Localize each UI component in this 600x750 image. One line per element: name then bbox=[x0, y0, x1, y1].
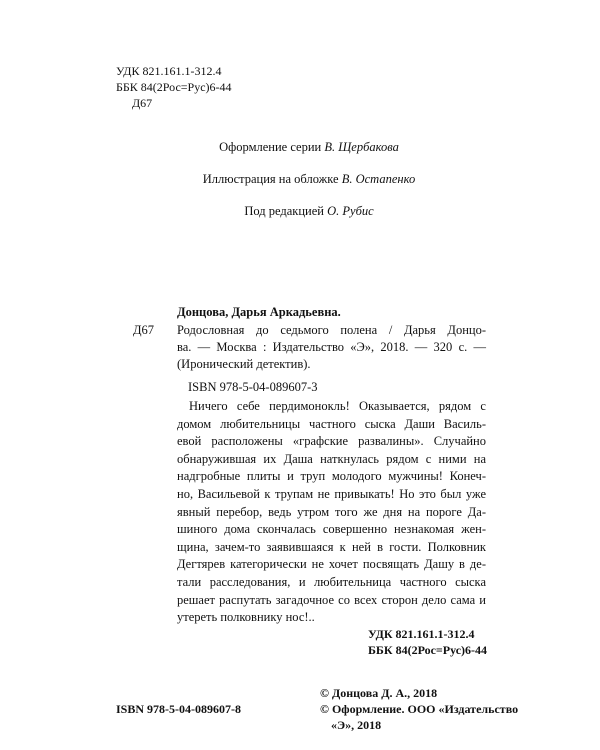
abstract-line: тали расследования, и любительница частного сыска bbox=[177, 574, 486, 589]
udk-code: УДК 821.161.1-312.4 bbox=[116, 64, 222, 78]
abstract-line: решает распутать загадочное со всех сторон дело сама и bbox=[177, 592, 486, 607]
abstract-line: утереть полковнику нос!.. bbox=[177, 610, 315, 625]
credit-name: В. Щербакова bbox=[324, 140, 399, 154]
catalog-isbn: ISBN 978-5-04-089607-3 bbox=[188, 380, 318, 394]
catalog-author-mark: Д67 bbox=[133, 323, 155, 337]
copyright-design: © Оформление. ООО «Издательство bbox=[320, 702, 519, 716]
catalog-description-line: (Иронический детектив). bbox=[177, 357, 311, 371]
abstract-line: домом любительницы частного сыска Даши Василь- bbox=[177, 416, 486, 431]
abstract-line: Дегтярев категорически не хочет посвящать Дашу в де- bbox=[177, 557, 486, 572]
abstract-line: но, Васильевой к трупам не привыкать! Но это был уже bbox=[177, 486, 486, 501]
credit-label: Под редакцией bbox=[244, 204, 324, 218]
abstract-line: Ничего себе пердимонокль! Оказывается, рядом с bbox=[189, 399, 486, 413]
credit-editor bbox=[0, 203, 600, 219]
bbk-code: ББК 84(2Рос=Рус)6-44 bbox=[116, 80, 232, 94]
catalog-description-line: ва. — Москва : Издательство «Э», 2018. — 320 с. — bbox=[177, 340, 486, 354]
author-mark: Д67 bbox=[132, 96, 153, 110]
isbn-bottom: ISBN 978-5-04-089607-8 bbox=[116, 702, 241, 716]
catalog-author: Донцова, Дарья Аркадьевна. bbox=[177, 305, 341, 319]
credit-label: Иллюстрация на обложке bbox=[202, 172, 339, 186]
copyright-design-cont: «Э», 2018 bbox=[331, 718, 382, 732]
abstract-line: щина, зачем-то заявившаяся к ней в гости. Полковник bbox=[177, 539, 486, 554]
copyright-author: © Донцова Д. А., 2018 bbox=[320, 686, 438, 700]
bottom-bbk-code: ББК 84(2Рос=Рус)6-44 bbox=[368, 643, 488, 657]
abstract-line: обнаружившая их Даша наткнулась рядом с ними на bbox=[177, 451, 486, 466]
credit-label: Оформление серии bbox=[219, 140, 322, 154]
abstract-line: евой расположены «графские развалины». Случайно bbox=[177, 434, 486, 449]
abstract-line: надгробные плиты и труп молодого мужчины! Конеч- bbox=[177, 469, 486, 484]
abstract-line: шиного дома скончалась совершенно незнакомая жен- bbox=[177, 522, 486, 537]
abstract-line: явный перебор, ведь утром того же дня на пороге Да- bbox=[177, 504, 486, 519]
bottom-udk-code: УДК 821.161.1-312.4 bbox=[368, 627, 475, 641]
abstract bbox=[177, 398, 486, 627]
credit-series-design bbox=[0, 139, 600, 155]
credit-name: В. Остапенко bbox=[341, 172, 416, 186]
credit-cover-illustration bbox=[0, 171, 600, 187]
credit-name: О. Рубис bbox=[327, 204, 374, 218]
catalog-description-line: Родословная до седьмого полена / Дарья Донцо- bbox=[177, 323, 486, 337]
